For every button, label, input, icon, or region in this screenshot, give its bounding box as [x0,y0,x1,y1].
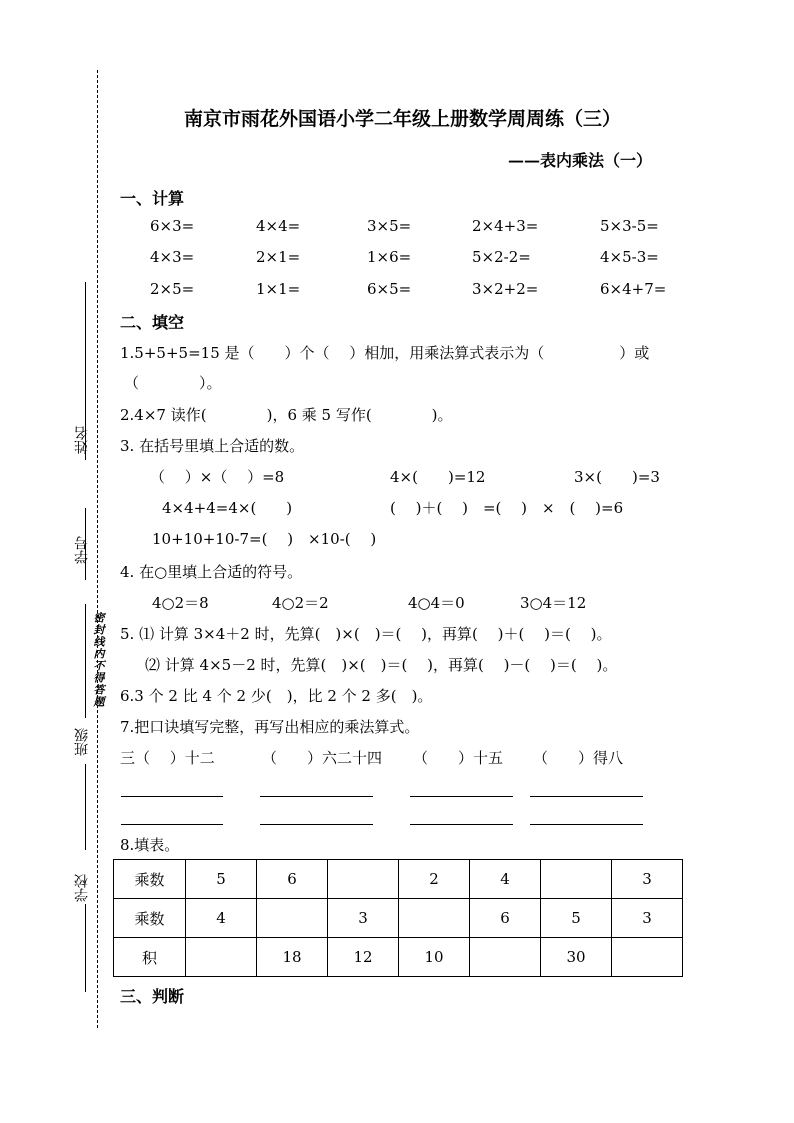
calc-item: 6×5= [367,280,412,298]
question-6: 6.3 个 2 比 4 个 2 少( )，比 2 个 2 多( )。 [120,687,433,705]
table-cell[interactable] [186,938,257,977]
question-3: 3. 在括号里填上合适的数。 [120,437,305,455]
row-header: 乘数 [114,860,186,899]
question-2: 2.4×7 读作( )，6 乘 5 写作( )。 [120,406,453,424]
q7-item: 三（ ）十二 [120,749,215,767]
table-cell[interactable]: 4 [470,860,541,899]
row-header: 积 [114,938,186,977]
school-label: 学校 [74,874,90,902]
question-1-continued: （ ）。 [124,374,222,392]
class-line [85,764,86,850]
calc-item: 3×2+2= [472,280,539,298]
q7-item: （ ）六二十四 [262,749,383,767]
multiplication-table [113,859,683,977]
table-cell[interactable] [541,860,612,899]
calc-item: 2×5= [150,280,195,298]
calc-item: 5×3-5= [600,217,659,235]
table-cell[interactable]: 4 [186,899,257,938]
table-cell[interactable] [612,938,683,977]
q4-item: 4○4＝0 [408,594,465,612]
answer-line[interactable] [121,796,223,797]
binding-dashed-line [97,70,98,1028]
table-cell[interactable] [257,899,328,938]
table-row [114,938,683,977]
calc-item: 4×4= [256,217,301,235]
q4-item: 4○2＝2 [272,594,329,612]
school-line [85,904,86,992]
page-title: 南京市雨花外国语小学二年级上册数学周周练（三） [184,108,622,130]
table-cell[interactable]: 6 [470,899,541,938]
q3-item: 4×4+4=4×( ) [162,499,293,517]
answer-line[interactable] [530,796,643,797]
seal-notice: 密封线内不得答题 [92,612,105,708]
answer-line[interactable] [260,824,373,825]
question-5a: 5. ⑴ 计算 3×4＋2 时，先算( )×( )＝( )，再算( )＋( )＝( )。 [120,625,612,643]
table-cell[interactable]: 2 [399,860,470,899]
question-7: 7.把口诀填写完整，再写出相应的乘法算式。 [120,718,420,736]
table-cell[interactable]: 10 [399,938,470,977]
student-id-label: 学号 [74,536,90,564]
table-cell[interactable]: 3 [612,860,683,899]
q3-item: ( )＋( ) =( ) × ( )=6 [390,499,624,517]
table-cell[interactable]: 3 [328,899,399,938]
question-1: 1.5+5+5=15 是（ ）个（ ）相加，用乘法算式表示为（ ）或 [120,344,650,362]
q3-item: 3×( )=3 [574,468,660,486]
calc-item: 6×3= [150,217,195,235]
page-subtitle: ——表内乘法（一） [508,151,653,170]
answer-line[interactable] [410,824,513,825]
section-fill-heading: 二、填空 [120,313,185,332]
answer-line[interactable] [121,824,223,825]
table-row [114,860,683,899]
calc-item: 2×4+3= [472,217,539,235]
question-4: 4. 在○里填上合适的符号。 [120,563,303,581]
seal-line [85,604,86,718]
table-cell[interactable] [328,860,399,899]
section-judge-heading: 三、判断 [120,987,185,1006]
q3-item: 10+10+10-7=( ) ×10-( ) [152,530,377,548]
table-cell[interactable]: 3 [612,899,683,938]
answer-line[interactable] [530,824,643,825]
calc-item: 3×5= [367,217,412,235]
calc-item: 5×2-2= [472,248,531,266]
calc-item: 4×5-3= [600,248,659,266]
q4-item: 3○4＝12 [520,594,587,612]
section-calc-heading: 一、计算 [120,189,185,208]
calc-item: 6×4+7= [600,280,667,298]
answer-line[interactable] [260,796,373,797]
calc-item: 2×1= [256,248,301,266]
q3-item: （ ）×（ ）=8 [150,468,285,486]
calc-item: 4×3= [150,248,195,266]
name-label: 姓名 [74,426,90,454]
calc-item: 1×1= [256,280,301,298]
q4-item: 4○2＝8 [152,594,209,612]
table-cell[interactable]: 12 [328,938,399,977]
q3-item: 4×( )=12 [390,468,486,486]
table-cell[interactable]: 5 [186,860,257,899]
table-row [114,899,683,938]
table-cell[interactable]: 6 [257,860,328,899]
table-cell[interactable]: 18 [257,938,328,977]
class-label: 班级 [74,728,90,756]
question-5b: ⑵ 计算 4×5－2 时，先算( )×( )＝( )，再算( )－( )＝( )。 [145,656,618,674]
table-cell[interactable] [399,899,470,938]
calc-item: 1×6= [367,248,412,266]
table-cell[interactable]: 30 [541,938,612,977]
q7-item: （ ）得八 [533,749,624,767]
row-header: 乘数 [114,899,186,938]
table-cell[interactable]: 5 [541,899,612,938]
answer-line[interactable] [410,796,513,797]
q7-item: （ ）十五 [413,749,504,767]
question-8: 8.填表。 [120,836,180,854]
table-cell[interactable] [470,938,541,977]
